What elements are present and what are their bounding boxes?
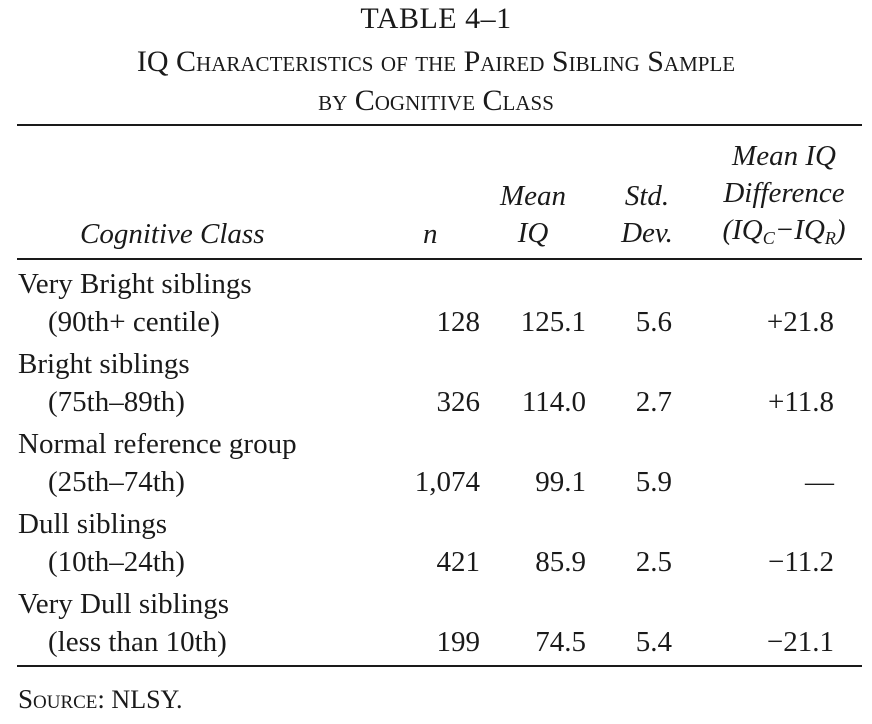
header-diff-line3: [698, 212, 870, 257]
table-row: [0, 428, 872, 508]
table-row: [0, 268, 872, 348]
row-std-dev: 5.4: [635, 626, 672, 658]
row-label: Very Dull siblings: [18, 588, 230, 620]
source-label: Source:: [18, 684, 105, 714]
top-rule: [17, 124, 862, 126]
header-diff-minus: −IQ: [774, 214, 825, 246]
table-title-line1: IQ Characteristics of the Paired Sibling Sample: [136, 45, 736, 78]
header-mean-iq: [496, 178, 570, 252]
bottom-rule: [17, 665, 862, 667]
header-std-dev: [606, 178, 688, 252]
row-label: Dull siblings: [18, 508, 168, 540]
table-row: [0, 508, 872, 588]
header-diff-open: (IQ: [722, 214, 763, 246]
header-mean-iq-line2: IQ: [517, 217, 549, 249]
header-mean-iq-line1: Mean: [499, 180, 567, 212]
header-diff-sub-r: R: [824, 228, 836, 248]
table-row: [0, 348, 872, 428]
header-n: n: [423, 218, 438, 250]
row-label: Very Bright siblings: [18, 268, 252, 300]
row-difference: +11.8: [767, 386, 834, 418]
row-n: 1,074: [414, 466, 480, 498]
source-note: [18, 684, 182, 715]
row-mean-iq: 99.1: [535, 466, 586, 498]
row-std-dev: 2.7: [635, 386, 672, 418]
header-std-dev-line2: Dev.: [621, 217, 673, 249]
header-cognitive-class: Cognitive Class: [80, 218, 265, 250]
row-difference: —: [805, 466, 834, 498]
row-difference: −21.1: [766, 626, 834, 658]
header-diff-line2: Difference: [723, 177, 845, 209]
row-range: (less than 10th): [48, 626, 227, 658]
row-difference: −11.2: [767, 546, 834, 578]
row-std-dev: 5.9: [635, 466, 672, 498]
header-rule: [17, 258, 862, 260]
table-row: [0, 588, 872, 668]
row-std-dev: 2.5: [635, 546, 672, 578]
row-mean-iq: 74.5: [535, 626, 586, 658]
row-std-dev: 5.6: [635, 306, 672, 338]
row-range: (90th+ centile): [48, 306, 220, 338]
table-title: [0, 42, 872, 120]
row-n: 128: [436, 306, 480, 338]
row-mean-iq: 114.0: [521, 386, 586, 418]
row-mean-iq: 125.1: [520, 306, 586, 338]
row-label: Normal reference group: [18, 428, 297, 460]
header-diff-line1: Mean IQ: [732, 140, 836, 172]
row-n: 326: [436, 386, 480, 418]
header-diff-sub-c: C: [762, 228, 775, 248]
header-std-dev-line1: Std.: [624, 180, 670, 212]
source-value: NLSY.: [111, 685, 183, 714]
header-mean-iq-difference: [698, 138, 870, 257]
row-label: Bright siblings: [18, 348, 190, 380]
table-number: TABLE 4–1: [360, 2, 512, 35]
table-title-line2: by Cognitive Class: [318, 84, 554, 117]
row-n: 421: [436, 546, 480, 578]
header-diff-close: ): [835, 214, 846, 246]
row-n: 199: [436, 626, 480, 658]
row-range: (75th–89th): [48, 386, 185, 418]
row-difference: +21.8: [766, 306, 834, 338]
row-mean-iq: 85.9: [535, 546, 586, 578]
row-range: (25th–74th): [48, 466, 185, 498]
row-range: (10th–24th): [48, 546, 185, 578]
